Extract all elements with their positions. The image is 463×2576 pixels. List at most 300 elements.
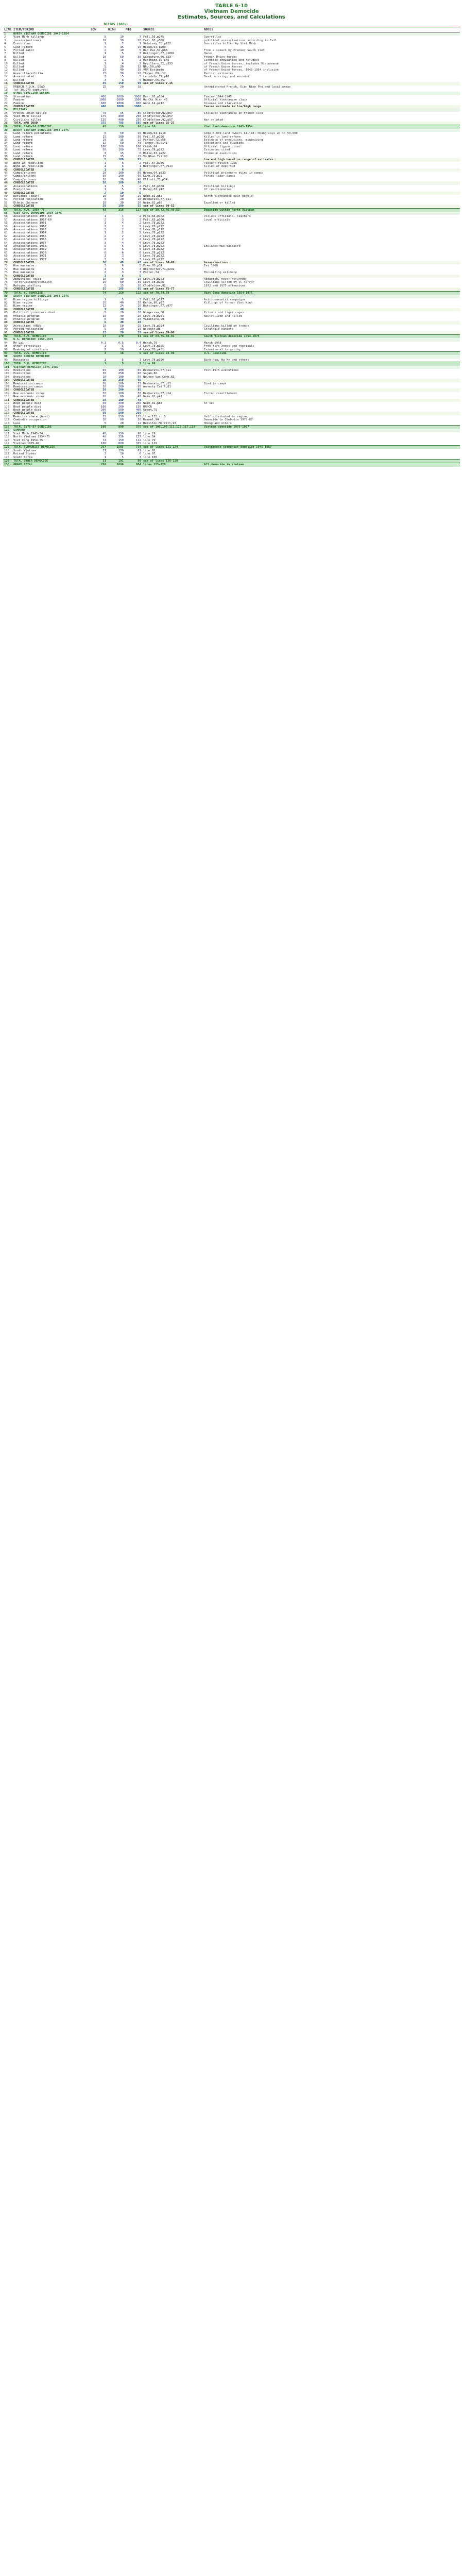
row-line-number: 4 — [4, 42, 6, 46]
row-high: 16 — [107, 352, 125, 355]
democide-table — [3, 22, 460, 467]
row-mid: 3 — [139, 358, 142, 362]
row-source: Lewy,78,p281 — [143, 314, 164, 318]
row-mid: 6 — [139, 452, 142, 456]
row-item: Assassinations 1957-60 — [13, 218, 52, 222]
row-mid: 3 — [139, 59, 142, 62]
row-low: 20 — [102, 395, 106, 399]
row-line-number: 118 — [4, 421, 10, 425]
row-item: Forced labor — [13, 49, 35, 53]
row-low: 10 — [102, 375, 106, 379]
row-line-number: 70 — [3, 261, 12, 264]
row-item: CONSOLIDATED — [12, 275, 90, 278]
subtotal-row — [3, 287, 460, 291]
row-mid: 75 — [138, 148, 142, 152]
row-mid: 3 — [125, 362, 142, 366]
row-low: 5 — [104, 198, 106, 201]
row-mid: 30 — [138, 55, 142, 59]
row-high: 2 — [122, 231, 124, 235]
row-item: CONSOLIDATED — [12, 261, 90, 264]
row-mid: 20 — [138, 39, 142, 42]
row-notes: Abducted, never returned — [204, 278, 246, 281]
row-line-number: 65 — [4, 245, 8, 248]
row-item: OTHER CIVILIAN DEATHS — [12, 92, 90, 95]
row-line-number: 119 — [3, 425, 12, 429]
row-high: 2 — [122, 234, 124, 238]
row-source: Buttinger,67,p914 — [143, 165, 173, 168]
row-high: 24 — [120, 304, 124, 308]
row-notes: Tet 1968 — [204, 264, 218, 268]
row-notes: At sea — [204, 402, 215, 405]
row-mid: 10 — [138, 328, 142, 331]
row-item: Hue massacre — [13, 267, 35, 271]
row-high: 150 — [118, 432, 124, 435]
row-item: Land reform executions — [13, 132, 52, 135]
row-high: 250 — [118, 372, 124, 376]
row-line-number: 126 — [4, 449, 10, 452]
row-high: 15 — [120, 284, 124, 287]
row-mid: 3 — [139, 271, 142, 275]
row-low: 6 — [90, 321, 107, 324]
row-high: 6 — [122, 264, 124, 268]
row-low: 27 — [90, 334, 107, 338]
row-low: 1 — [104, 298, 106, 301]
row-line-number: 103 — [4, 372, 10, 376]
row-item: CONSOLIDATED — [12, 158, 90, 161]
row-mid: 3 — [139, 298, 142, 301]
row-mid: 10 — [138, 284, 142, 287]
row-mid: 40 — [138, 142, 142, 145]
row-high: 70 — [107, 331, 125, 335]
row-mid: 3 — [139, 52, 142, 56]
row-line-number: 50 — [4, 194, 8, 198]
row-high: 3 — [122, 255, 124, 258]
row-mid: 20 — [138, 201, 142, 205]
row-low: 2 — [104, 218, 106, 222]
row-source: Nguyen Van Canh,83 — [143, 375, 175, 379]
row-mid: 714 — [125, 446, 142, 449]
row-line-number: 63 — [4, 238, 8, 242]
row-high: 6 — [107, 275, 125, 278]
row-mid: 81 — [138, 449, 142, 452]
row-low: 20 — [90, 399, 107, 402]
row-mid: 60 — [138, 372, 142, 376]
row-mid: 20 — [138, 278, 142, 281]
row-low: 3 — [104, 452, 106, 456]
row-mid: 16 — [125, 308, 142, 311]
row-source: Fall,63,p360 — [143, 218, 164, 222]
row-line-number: 14 — [4, 75, 8, 79]
row-mid: 65 — [125, 287, 142, 291]
row-mid: 20 — [138, 72, 142, 75]
row-mid: 26 — [138, 314, 142, 318]
row-source: sum of lines 50-52 — [142, 205, 203, 208]
row-low: 10 — [102, 39, 106, 42]
row-mid: 1000 — [134, 95, 142, 98]
row-item: Forced relocation — [13, 328, 43, 331]
row-low: 1 — [90, 308, 107, 311]
row-source: Desbarats,87,p11 — [143, 369, 171, 372]
row-notes: Village officials, teachers — [204, 215, 251, 218]
row-mid: 90 — [125, 82, 142, 85]
row-source: sum of 105,108,111,116,117,118 — [142, 425, 203, 429]
row-item: Nghe An rebellion — [13, 165, 43, 168]
row-low: 15 — [102, 135, 106, 139]
row-source: sum of 70,74,78 — [142, 291, 203, 295]
row-notes: North Vietnamese boat people — [204, 194, 253, 198]
row-source: Hoang,64,p233 — [143, 172, 166, 175]
total-row — [3, 362, 460, 366]
row-line-number: 57 — [4, 218, 8, 222]
row-source: line 79 — [143, 438, 156, 442]
row-source: Lewy,78,p272 — [143, 245, 164, 248]
row-source: Wiegersma,88 — [143, 311, 164, 315]
row-item: Executions — [13, 188, 31, 192]
row-item: Democide share (boat) — [13, 415, 50, 418]
row-line-number: 104 — [4, 375, 10, 379]
row-low: 50 — [102, 402, 106, 405]
row-item: Assassinations 1963 — [13, 228, 46, 231]
row-notes: Includes Hue massacre — [204, 245, 241, 248]
row-mid: 50 — [138, 375, 142, 379]
row-low: 1 — [104, 165, 106, 168]
row-line-number: 31 — [4, 132, 8, 135]
row-high: 4 — [122, 222, 124, 225]
row-item: Viet Minh 1945-54 — [13, 432, 43, 435]
row-line-number: 111 — [3, 399, 12, 402]
row-low: 5 — [104, 245, 106, 248]
row-item: Assassinations 1967 — [13, 241, 46, 245]
row-line-number: 66 — [4, 248, 8, 251]
row-source: Kahn,73,p12 — [143, 175, 163, 178]
row-item: (of 36,979 captured) — [13, 88, 48, 92]
row-item: Land reform — [13, 142, 33, 145]
row-low: 2 — [104, 49, 106, 53]
col-item: ITEM/PERIOD — [12, 27, 90, 32]
row-item: TOTAL WAR DEAD — [12, 122, 90, 125]
row-item: NORTH VIETNAM DEMOCIDE 1954-1975 — [12, 129, 90, 132]
row-item: Nghe An rebellion — [13, 161, 43, 165]
row-item: GRAND TOTAL — [12, 463, 90, 467]
row-source: Hammer,55,p57 — [143, 78, 166, 82]
row-line-number: 86 — [4, 314, 8, 318]
row-line-number: 128 — [4, 455, 10, 459]
row-line-number: 3 — [4, 39, 6, 42]
row-mid: 55 — [125, 205, 142, 208]
row-line-number: 93 — [3, 338, 12, 341]
row-line-number: 64 — [4, 241, 8, 245]
row-notes: Killed or deported — [204, 165, 235, 168]
row-low: 2 — [104, 228, 106, 231]
row-high: 1000 — [116, 101, 124, 105]
row-item: Executions — [13, 375, 31, 379]
row-source: Lewy,78,p326 — [143, 358, 164, 362]
row-low: 3 — [104, 264, 106, 268]
row-item: South Vietnam — [13, 449, 36, 452]
row-high: 30 — [120, 72, 124, 75]
row-source: lines 125+129 — [142, 463, 203, 467]
row-mid: 15 — [138, 132, 142, 135]
row-notes: Catholic population and refugees — [204, 59, 260, 62]
row-item: Killed — [13, 78, 24, 82]
row-notes: Intentional targeting — [204, 348, 241, 351]
row-mid: 3 — [139, 455, 142, 459]
row-mid: 150 — [135, 405, 142, 409]
row-low: 2 — [104, 234, 106, 238]
row-mid: 30 — [138, 418, 142, 422]
row-low: 5 — [104, 421, 106, 425]
row-low: 3 — [104, 241, 106, 245]
row-item: Assassinations — [13, 184, 38, 188]
row-item: Other atrocities — [13, 345, 41, 348]
row-mid: 65 — [125, 379, 142, 382]
row-low: 6 — [104, 251, 106, 255]
row-item: Killed — [13, 65, 24, 69]
row-low: 298 — [90, 463, 107, 467]
row-notes: Vietnam democide 1975-1987 — [203, 425, 460, 429]
row-high: 316 — [118, 435, 124, 439]
row-line-number: 60 — [4, 228, 8, 231]
row-line-number: 59 — [4, 225, 8, 228]
row-mid: 804 — [125, 463, 142, 467]
row-low: 25 — [102, 415, 106, 418]
subtotal-row — [3, 331, 460, 335]
row-low: 20 — [102, 172, 106, 175]
row-low: 1 — [90, 168, 107, 172]
row-item: CONSOLIDATED — [12, 192, 90, 195]
row-source: Clodfelter,92 — [143, 284, 166, 287]
row-item: CONSOLIDATED — [12, 388, 90, 392]
row-item: Assassinations 1972 — [13, 258, 46, 261]
row-high: 100 — [118, 145, 124, 148]
row-item: Assassinations 1962 — [13, 225, 46, 228]
row-mid: 60 — [138, 175, 142, 178]
row-low: 65 — [102, 369, 106, 372]
row-line-number: 76 — [4, 281, 8, 284]
row-mid: 2 — [139, 238, 142, 242]
row-low: 5 — [104, 65, 106, 69]
row-high: 5 — [122, 184, 124, 188]
row-line-number: 123 — [4, 438, 10, 442]
row-item: Assassinations 1957-60 — [13, 215, 52, 218]
table-number: TABLE 6-10 — [215, 3, 248, 9]
row-low: 3 — [90, 275, 107, 278]
row-mid: 20 — [138, 317, 142, 321]
row-source: Grant,79 — [143, 408, 157, 412]
row-mid: 250 — [135, 402, 142, 405]
row-item: TOTAL 1975-87 DEMOCIDE — [12, 425, 90, 429]
row-high: 100 — [118, 175, 124, 178]
row-mid: 50 — [138, 135, 142, 139]
row-high: 191 — [107, 460, 125, 463]
row-notes: Dead, missing, and wounded — [204, 75, 249, 79]
row-high: 20 — [120, 421, 124, 425]
row-line-number: 80 — [3, 295, 12, 298]
row-high: 250 — [118, 415, 124, 418]
row-mid: 400 — [135, 408, 142, 412]
row-high: 100 — [118, 392, 124, 395]
row-line-number: 69 — [4, 258, 8, 261]
row-high: 880 — [118, 442, 124, 445]
row-item: CONSOLIDATED — [12, 308, 90, 311]
row-low: 175 — [100, 115, 106, 118]
row-source: Lewy,78,p272 — [143, 255, 164, 258]
row-high: 30 — [120, 39, 124, 42]
row-source: Amnesty Int'l,81 — [143, 385, 171, 389]
row-high: 100 — [118, 172, 124, 175]
row-source: Buttinger,67,p1002 — [143, 52, 175, 56]
row-item: Atrocities (ARVN) — [13, 324, 43, 328]
row-low: 3 — [104, 267, 106, 271]
row-low: 50 — [102, 175, 106, 178]
row-item: Land reform — [13, 151, 33, 155]
row-high: 20 — [120, 328, 124, 331]
row-notes: Binh Hoa, Ha My and others — [204, 358, 249, 362]
row-high: 5 — [122, 298, 124, 301]
row-high: 40 — [120, 69, 124, 72]
row-high: 100 — [118, 369, 124, 372]
row-mid: 35 — [138, 281, 142, 284]
row-source: sum of lines 89-90 — [142, 331, 203, 335]
row-item: Viet Minh killed — [13, 115, 41, 118]
row-source: Fall,63,p358 — [143, 184, 164, 188]
row-item: Guerrilla/militia — [13, 72, 43, 75]
row-item: French Union killed — [13, 111, 46, 115]
row-item: Hue massacre — [13, 271, 35, 275]
row-high: 200 — [118, 405, 124, 409]
row-mid: 5 — [139, 245, 142, 248]
row-item: Vietnam 1975-87 — [13, 442, 40, 445]
row-low: 15 — [102, 85, 106, 89]
row-low: 3 — [104, 255, 106, 258]
row-item: Killed — [13, 62, 24, 65]
row-mid: 375 — [135, 442, 142, 445]
row-item: VIETNAM DEMOCIDE 1975-1987 — [12, 366, 90, 369]
row-line-number: 19 — [3, 92, 12, 95]
row-notes: Guerrillas killed by Viet Minh — [204, 42, 256, 46]
row-line-number: 116 — [4, 415, 10, 418]
row-line-number: 41 — [4, 165, 8, 168]
row-item: Executions — [13, 369, 31, 372]
row-notes: of French Union forces, includes Vietnamese — [204, 62, 279, 65]
row-source: Devillers,52,p333 — [143, 62, 173, 65]
row-notes: French Union forces — [204, 55, 237, 59]
row-line-number: 23 — [3, 105, 12, 108]
row-mid: 100 — [135, 145, 142, 148]
row-high: 316 — [107, 208, 125, 212]
row-item: South Korea — [13, 455, 33, 459]
row-low: 50 — [90, 412, 107, 415]
row-line-number: 32 — [4, 135, 8, 139]
row-item: Refugee shelling — [13, 284, 41, 287]
row-source: Oberdorfer,71,p232 — [143, 267, 175, 271]
row-line-number: 62 — [4, 234, 8, 238]
row-high: 60 — [120, 418, 124, 422]
row-notes: Estimates cited — [204, 148, 230, 152]
row-mid: 50 — [138, 172, 142, 175]
row-mid: 4 — [139, 348, 142, 351]
row-source: Fall,67,p156 — [143, 135, 164, 139]
row-item: Assassinations 1964 — [13, 231, 46, 235]
row-line-number: 95 — [4, 345, 8, 348]
row-item: Killed — [13, 52, 24, 56]
row-item: Assassinated — [13, 75, 35, 79]
row-mid: 1000 — [125, 105, 142, 108]
row-line-number: 74 — [3, 275, 12, 278]
row-item: CONSOLIDATED — [12, 82, 90, 85]
subtotal-row — [3, 122, 460, 125]
row-line-number: 27 — [4, 118, 8, 122]
row-low: 100 — [100, 405, 106, 409]
row-item: New economic zones — [13, 395, 45, 399]
row-high: 95 — [120, 111, 124, 115]
row-line-number: 46 — [3, 181, 12, 184]
row-notes: Political killings — [204, 184, 235, 188]
row-low: 2 — [104, 238, 106, 242]
row-mid: 6 — [125, 352, 142, 355]
row-notes: War related — [204, 118, 224, 122]
row-source: Wain,81,p47 — [143, 395, 163, 399]
row-high: 10 — [107, 192, 125, 195]
row-item: Assassinations 1961 — [13, 222, 46, 225]
row-line-number: 127 — [4, 452, 10, 456]
row-source: Lewy,78,p451 — [143, 348, 164, 351]
row-mid: 6 — [139, 151, 142, 155]
row-line-number: 100 — [3, 362, 12, 366]
row-high: 100 — [107, 205, 125, 208]
row-mid: 2 — [139, 225, 142, 228]
row-source: Lewy,78,p272 — [143, 251, 164, 255]
row-line-number: 71 — [4, 264, 8, 268]
row-source: Porter,72,p55 — [143, 139, 166, 142]
row-low: 1 — [104, 358, 106, 362]
row-low: 2 — [104, 348, 106, 351]
row-low: 45 — [90, 125, 107, 129]
row-source: Wain,81,p83 — [143, 201, 163, 205]
row-line-number: 67 — [4, 251, 8, 255]
row-line-number: 83 — [4, 304, 8, 308]
row-item: CONSOLIDATED — [12, 181, 90, 184]
row-high: 159 — [118, 438, 124, 442]
row-source: Lewy,78,p272 — [143, 231, 164, 235]
row-low: 1 — [104, 215, 106, 218]
row-source: Lewy,78,p272 — [143, 234, 164, 238]
row-low: 74 — [102, 438, 106, 442]
row-high: 10 — [120, 348, 124, 351]
row-mid: 2 — [139, 161, 142, 165]
row-line-number: 96 — [4, 348, 8, 351]
row-source: Lansdale,72,p18 — [143, 75, 169, 79]
row-notes — [203, 32, 460, 36]
row-item: Camps/prisons — [13, 172, 36, 175]
row-low: 75 — [102, 111, 106, 115]
row-low: 100 — [100, 442, 106, 445]
row-notes: of French Union forces — [204, 65, 243, 69]
row-source: line 99 — [142, 362, 203, 366]
row-high: 5 — [122, 59, 124, 62]
table-row — [3, 422, 460, 426]
row-low: 5 — [104, 328, 106, 331]
row-low: 100 — [100, 145, 106, 148]
row-item: Civilians killed — [13, 118, 41, 122]
row-notes: Probable executions — [204, 151, 237, 155]
row-notes: Forced resettlement — [204, 392, 237, 395]
row-high: 10 — [120, 36, 124, 39]
row-mid: 2 — [139, 228, 142, 231]
row-mid: 585 — [125, 122, 142, 125]
row-high: 200 — [107, 388, 125, 392]
row-line-number: 85 — [4, 311, 8, 315]
